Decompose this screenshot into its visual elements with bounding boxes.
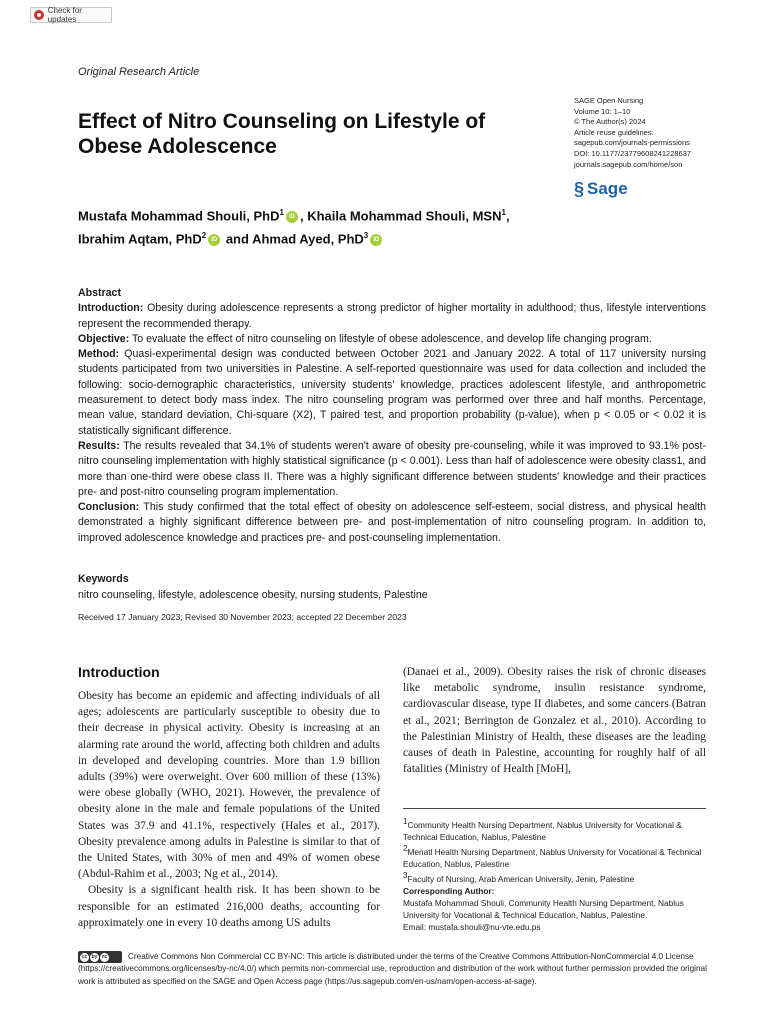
keywords-heading: Keywords bbox=[78, 573, 129, 585]
cc-by-nc-badge-icon[interactable] bbox=[78, 951, 122, 963]
nc-icon: nc bbox=[101, 953, 108, 960]
keywords-text: nitro counseling, lifestyle, adolescence obesity, nursing students, Palestine bbox=[78, 589, 428, 601]
abstract-heading: Abstract bbox=[78, 287, 121, 299]
abstract-objective bbox=[78, 332, 706, 347]
introduction-heading: Introduction bbox=[78, 664, 160, 680]
affiliation-1-text: Community Health Nursing Department, Nablus University for Vocational & Technical Education, Nablus, Palestine bbox=[403, 819, 682, 842]
article-title: Effect of Nitro Counseling on Lifestyle of Obese Adolescence bbox=[78, 110, 486, 158]
abstract-introduction-label: Introduction: bbox=[78, 302, 144, 315]
abstract-method-label: Method: bbox=[78, 348, 120, 361]
abstract-results-label: Results: bbox=[78, 439, 120, 452]
license-text: Creative Commons Non Commercial CC BY-NC: This article is distributed under the terms of the Creative Commons Attribution-NonCommercial 4.0 License (https://creativecommons.org/licenses/by-nc/4.0/) which permits non-commercial use, reproduction and distribution of the work without further permission provided the original work is attributed as specified on the SAGE and Open Access page (https://us.sagepub.com/en-us/nam/open-access-at-sage). bbox=[78, 952, 707, 986]
abstract-introduction bbox=[78, 301, 706, 332]
orcid-icon[interactable]: iD bbox=[370, 234, 382, 246]
abstract bbox=[78, 286, 706, 546]
affiliation-3-text: Faculty of Nursing, Arab American University, Jenin, Palestine bbox=[407, 873, 635, 884]
by-icon: by bbox=[91, 953, 98, 960]
affiliation-1-marker: 1 bbox=[403, 817, 408, 826]
affiliation-divider bbox=[403, 808, 706, 809]
journal-permissions-link[interactable]: sagepub.com/journals-permissions bbox=[574, 138, 690, 148]
author-1: Mustafa Mohammad Shouli, PhD bbox=[78, 208, 280, 224]
author-list bbox=[78, 203, 578, 250]
sage-logo-text: Sage bbox=[587, 179, 628, 198]
journal-copyright: © The Author(s) 2024 bbox=[574, 117, 646, 127]
affiliations bbox=[403, 816, 708, 933]
author-2: , Khaila Mohammad Shouli, MSN bbox=[299, 208, 502, 224]
check-for-updates-badge[interactable] bbox=[30, 7, 112, 23]
abstract-results bbox=[78, 439, 706, 500]
corresponding-author-email[interactable]: Email: mustafa.shouli@nu-vte.edu.ps bbox=[403, 922, 541, 933]
introduction-paragraph-2: Obesity is a significant health risk. It has been shown to be responsible for an estimated 216,000 deaths, accounting for approximately one in every 10 deaths among US adults bbox=[78, 884, 380, 929]
affiliation-2-marker: 2 bbox=[403, 843, 408, 853]
check-for-updates-label: Check for updates bbox=[47, 6, 82, 24]
author-4-affil: 3 bbox=[363, 231, 369, 241]
orcid-icon[interactable]: iD bbox=[208, 234, 220, 246]
introduction-paragraph-1: Obesity has become an epidemic and affecting individuals of all ages; adolescents are particularly susceptible to obesity due to their decrease in physical activity. Obesity is increasing at an alarming rate around the world, affecting both children and adults in developed and developing countries. More than 1.9 billion adults (39%) were overweight. Over 600 million of these (13%) were obese globally (WHO, 2021). However, the prevalence of obesity alone in the male and female populations of the United States was 37.9 and 41.1%, respectively (Hales et al., 2017). Obesity prevalence among adults in Palestine is similar to that of the United States, with 30% of men and 49% of women obese (Abdul-Rahim et al., 2003; Ng et al., 2014). bbox=[78, 690, 380, 881]
license-notice bbox=[78, 951, 708, 988]
abstract-results-text: The results revealed that 34.1% of students weren't aware of obesity pre-counseling, while it was improved to 93.1% post-nitro counseling implementation with highly statistical significance (p < 0.001). Less than half of adolescence were obesity class1, and more than one-third were obese class II. There was a highly significant difference between students' knowledge and their practices pre- and post-nitro counseling program implementation. bbox=[78, 439, 706, 498]
journal-home-link[interactable]: journals.sagepub.com/home/son bbox=[574, 159, 683, 169]
introduction-column-2 bbox=[403, 664, 706, 777]
article-type: Original Research Article bbox=[78, 66, 200, 78]
affiliation-2-text: Menatl Health Nursing Department, Nablus University for Vocational & Technical Education, Nablus, Palestine bbox=[403, 846, 702, 869]
journal-reuse: Article reuse guidelines: bbox=[574, 127, 654, 137]
abstract-introduction-text: Obesity during adolescence represents a strong predictor of higher mortality in adulthood; thus, lifestyle interventions represent the recommended therapy. bbox=[78, 302, 706, 330]
orcid-icon[interactable]: iD bbox=[286, 211, 298, 223]
affiliation-3-marker: 3 bbox=[403, 870, 408, 880]
affiliation-1 bbox=[403, 816, 708, 843]
received-dates: Received 17 January 2023; Revised 30 November 2023; accepted 22 December 2023 bbox=[78, 612, 407, 622]
journal-doi[interactable]: DOI: 10.1177/23779608241228637 bbox=[574, 148, 692, 158]
cc-icon: cc bbox=[81, 953, 88, 960]
affiliation-3 bbox=[403, 870, 708, 885]
abstract-method-text: Quasi-experimental design was conducted between October 2021 and January 2022. A total of 117 university nursing students participated from two universities in Palestine. A self-reported questionnaire was used for data collection and included the following: socio-demographic characteristics, university students' knowledge, practices adolescent lifestyle, and anthropometric measurement to detect body mass index. The nitro counseling program was performed over three and half months. Percentage, mean value, standard deviation, Chi-square (X2), T paired test, and proportion probability (p-value), when p < 0.05 or < 0.02 it is statistically significant difference. bbox=[78, 348, 706, 437]
introduction-paragraph-continued: (Danaei et al., 2009). Obesity raises the risk of chronic diseases like metabolic syndrome, insulin resistance syndrome, cardiovascular disease, type II diabetes, and some cancers (Batran et al., 2021; Berrington de Gonzalez et al., 2010). According to the Palestinian Ministry of Health, these diseases are the leading causes of death in Palestine, accounting for roughly half of all fatalities (Ministry of Health [MoH], bbox=[403, 666, 706, 776]
corresponding-author-heading: Corresponding Author: bbox=[403, 885, 495, 896]
author-2-affil: 1 bbox=[501, 208, 506, 217]
abstract-objective-label: Objective: bbox=[78, 332, 130, 345]
keywords bbox=[78, 571, 706, 603]
author-1-affil: 1 bbox=[279, 208, 284, 217]
author-4: and Ahmad Ayed, PhD bbox=[222, 231, 364, 247]
affiliation-2 bbox=[403, 843, 708, 870]
introduction-column-1 bbox=[78, 664, 380, 931]
journal-name: SAGE Open Nursing bbox=[574, 96, 644, 105]
abstract-conclusion-label: Conclusion: bbox=[78, 501, 140, 514]
abstract-objective-text: To evaluate the effect of nitro counseling on lifestyle of obese adolescence, and develop life changing program. bbox=[132, 332, 652, 345]
abstract-conclusion bbox=[78, 500, 706, 546]
author-3-affil: 2 bbox=[201, 231, 207, 241]
author-2-comma: , bbox=[505, 208, 510, 224]
sage-s-icon: § bbox=[574, 179, 585, 199]
sage-logo bbox=[574, 180, 628, 198]
crossmark-icon bbox=[34, 10, 44, 20]
abstract-method bbox=[78, 347, 706, 439]
journal-info bbox=[574, 96, 691, 170]
abstract-conclusion-text: This study confirmed that the total effect of obesity on adolescence self-esteem, social distress, and physical health demonstrated a highly significant difference between pre- and post-implementation of nitro counseling program. In addition to, improved adolescence knowledge and practices pre- and post-counseling implementation. bbox=[78, 501, 706, 544]
journal-volume: Volume 10: 1–10 bbox=[574, 106, 631, 116]
corresponding-author-details: Mustafa Mohammad Shouli, Community Health Nursing Department, Nablus University for Vocational & Technical Education, Nablus, Palestine. bbox=[403, 897, 684, 920]
author-3: Ibrahim Aqtam, PhD bbox=[78, 231, 202, 247]
